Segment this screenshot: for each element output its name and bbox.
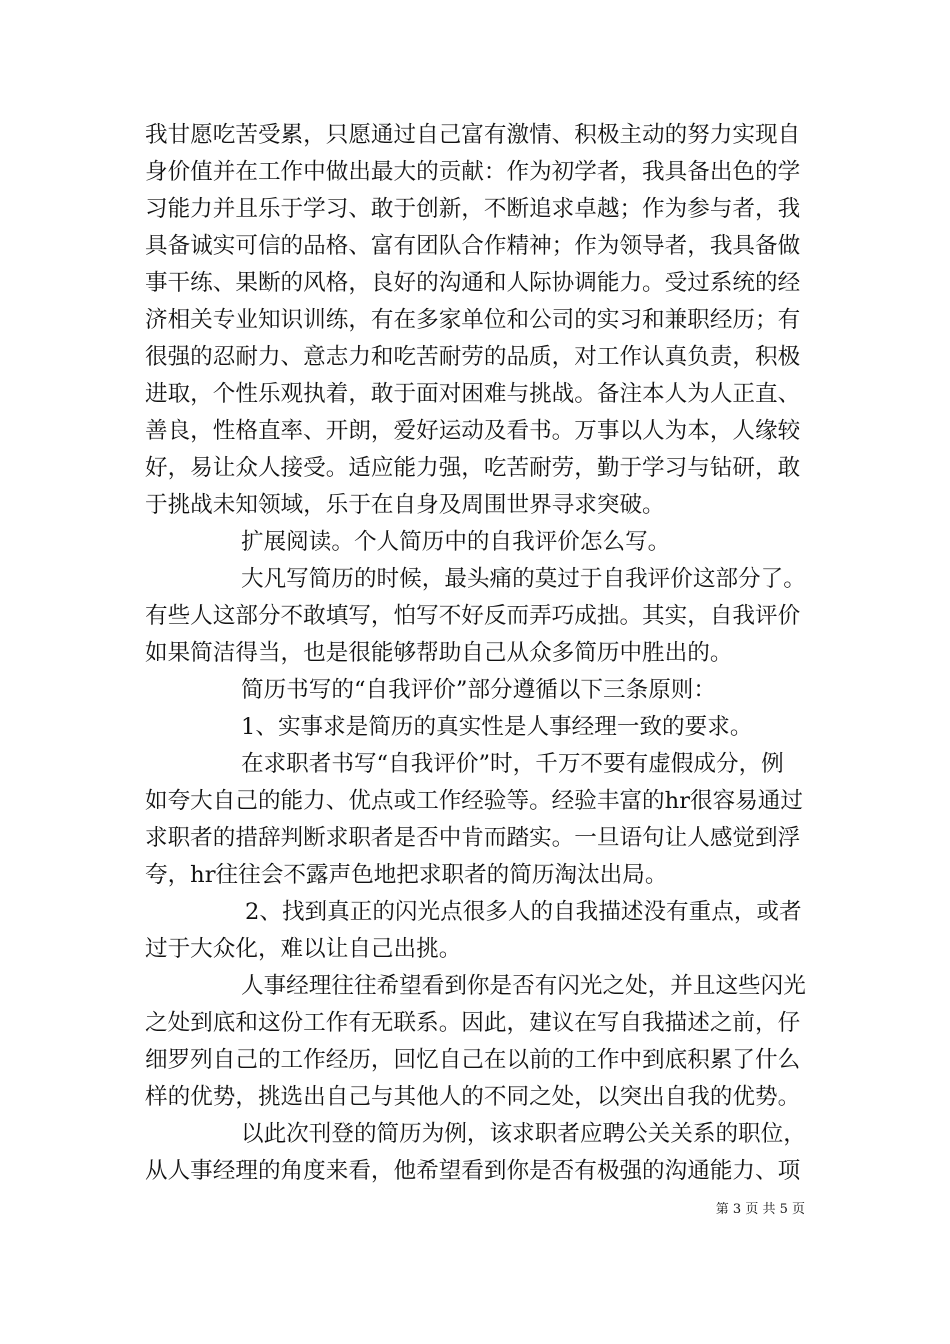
page-number: 第 3 页 共 5 页 — [715, 1202, 805, 1217]
text-line: 好，易让众人接受。适应能力强，吃苦耐劳，勤于学习与钻研，敢 — [145, 455, 801, 481]
text-line: 从人事经理的角度来看，他希望看到你是否有极强的沟通能力、项 — [145, 1158, 801, 1184]
text-line: 样的优势，挑选出自己与其他人的不同之处，以突出自我的优势。 — [145, 1084, 801, 1110]
text-line: 很强的忍耐力、意志力和吃苦耐劳的品质，对工作认真负责，积极 — [145, 344, 801, 370]
text-line: 进取，个性乐观执着，敢于面对困难与挑战。备注本人为人正直、 — [145, 381, 801, 407]
text-line: 在求职者书写“自我评价”时，千万不要有虚假成分，例 — [241, 751, 784, 777]
text-line: 细罗列自己的工作经历，回忆自己在以前的工作中到底积累了什么 — [145, 1047, 801, 1073]
text-line: 我甘愿吃苦受累，只愿通过自己富有激情、积极主动的努力实现自 — [145, 122, 801, 148]
text-line: 1、实事求是简历的真实性是人事经理一致的要求。 — [241, 714, 753, 740]
text-line: 扩展阅读。个人简历中的自我评价怎么写。 — [241, 529, 671, 555]
text-line: 以此次刊登的简历为例，该求职者应聘公关关系的职位， — [241, 1121, 806, 1147]
text-line: 事干练、果断的风格，良好的沟通和人际协调能力。受过系统的经 — [145, 270, 801, 296]
text-line: 善良，性格直率、开朗，爱好运动及看书。万事以人为本，人缘较 — [145, 418, 801, 444]
text-line: 如夸大自己的能力、优点或工作经验等。经验丰富的hr很容易通过 — [145, 788, 803, 814]
text-line: 简历书写的“自我评价”部分遵循以下三条原则： — [241, 677, 716, 703]
text-line: 过于大众化，难以让自己出挑。 — [145, 936, 462, 962]
text-line: 求职者的措辞判断求职者是否中肯而踏实。一旦语句让人感觉到浮 — [145, 825, 801, 851]
text-line: 具备诚实可信的品格、富有团队合作精神；作为领导者，我具备做 — [145, 233, 801, 259]
text-line: 之处到底和这份工作有无联系。因此，建议在写自我描述之前，仔 — [145, 1010, 801, 1036]
text-line: 身价值并在工作中做出最大的贡献：作为初学者，我具备出色的学 — [145, 159, 801, 185]
text-line: 习能力并且乐于学习、敢于创新，不断追求卓越；作为参与者，我 — [145, 196, 801, 222]
document-body — [145, 117, 807, 1190]
text-line: 于挑战未知领域，乐于在自身及周围世界寻求突破。 — [145, 492, 665, 518]
text-line: 大凡写简历的时候，最头痛的莫过于自我评价这部分了。 — [241, 566, 806, 592]
text-line: 2、找到真正的闪光点很多人的自我描述没有重点，或者 — [245, 899, 802, 925]
text-line: 人事经理往往希望看到你是否有闪光之处，并且这些闪光 — [241, 973, 806, 999]
text-line: 济相关专业知识训练，有在多家单位和公司的实习和兼职经历；有 — [145, 307, 801, 333]
text-line: 有些人这部分不敢填写，怕写不好反而弄巧成拙。其实，自我评价 — [145, 603, 801, 629]
text-line: 夸，hr往往会不露声色地把求职者的简历淘汰出局。 — [145, 862, 668, 888]
text-line: 如果简洁得当，也是很能够帮助自己从众多简历中胜出的。 — [145, 640, 733, 666]
